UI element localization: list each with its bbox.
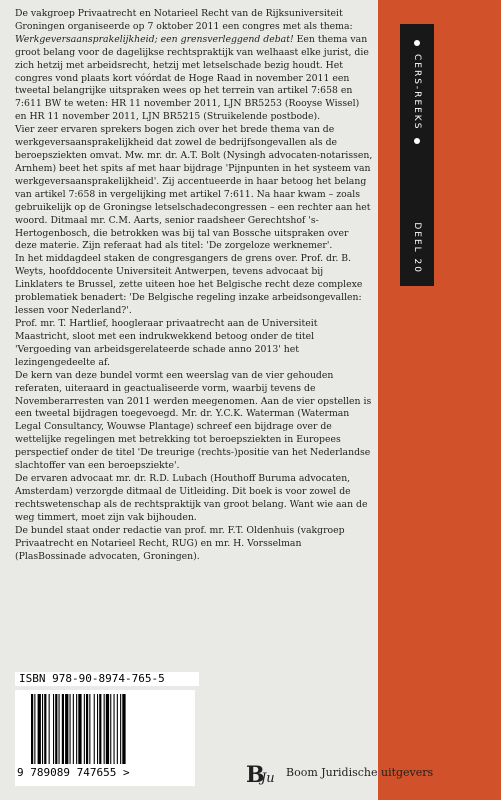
publisher-logo — [245, 760, 277, 788]
paragraph: De vakgroep Privaatrecht en Notarieel Recht van de Rijksuniversiteit Groningen organiseerde op 7 oktober 2011 een congres met als thema: Werkgeversaansprakelijkheid; een grensverleggend debat! Een thema van groot belang voor de dagelijkse rechtspraktijk van welhaast elke jurist, die zich hetzij met arbeidsrecht, hetzij met letselschade bezig houdt. Het congres vond plaats kort vóórdat de Hoge Raad in november 2011 een tweetal belangrijke uitspraken wees op het terrein van artikel 7:658 en 7:611 BW te weten: HR 11 november 2011, LJN BR5253 (Rooyse Wissel) en HR 11 november 2011, LJN BR5215 (Struikelende postbode). — [15, 8, 369, 123]
dot-icon — [414, 40, 420, 46]
back-cover-text — [15, 8, 373, 564]
svg-text:Ju: Ju — [261, 771, 275, 786]
paragraph: Vier zeer ervaren sprekers bogen zich over het brede thema van de werkgeversaansprakelijkheid dat zowel de bedrijfsongevallen als de beroepsziekten omvat. Mw. mr. dr. A.T. Bolt (Nysingh advocaten-notarissen, Arnhem) beet het spits af met haar bijdrage 'Pijnpunten in het systeem van werkgeversaansprakelijkheid'. Zij accentueerde in haar betoog het belang van artikel 7:658 in vergelijking met artikel 7:611. Na haar kwam – zoals gebruikelijk op de Groningse letselschadecongressen – een rechter aan het woord. Ditmaal mr. C.M. Aarts, senior raadsheer Gerechtshof 's-Hertogenbosch, die betrokken was bij tal van Bossche uitspraken over deze materie. Zijn referaat had als titel: 'De zorgeloze werknemer'. — [15, 124, 373, 252]
orange-band — [378, 0, 501, 800]
paragraph: De ervaren advocaat mr. dr. R.D. Lubach (Houthoff Buruma advocaten, Amsterdam) verzorgde ditmaal de Uitleiding. Dit boek is voor zowel de rechtswetenschap als de rechtspraktijk van groot belang. Want wie aan de weg timmert, moet zijn vak bijhouden. — [15, 473, 368, 523]
barcode-bars — [29, 694, 179, 764]
bju-logo-icon — [245, 760, 277, 788]
barcode — [15, 690, 195, 786]
paragraph: In het middagdeel staken de congresgangers de grens over. Prof. dr. B. Weyts, hoofddocente Universiteit Antwerpen, tevens advocaat bij Linklaters te Brussel, zette uiteen hoe het Belgische recht deze complexe problematiek benadert: 'De Belgische regeling inzake arbeidsongevallen: lessen voor Nederland?'. — [15, 253, 363, 317]
svg-text:B: B — [246, 762, 265, 788]
paragraph: Prof. mr. T. Hartlief, hoogleraar privaatrecht aan de Universiteit Maastricht, sloot met een indrukwekkend betoog onder de titel 'Vergoeding van arbeidsgerelateerde schade anno 2013' het lezingengedeelte af. — [15, 318, 318, 368]
paragraph: De bundel staat onder redactie van prof. mr. F.T. Oldenhuis (vakgroep Privaatrecht en Notarieel Recht, RUG) en mr. H. Vorsselman (PlasBossinade advocaten, Groningen). — [15, 524, 345, 562]
series-volume: DEEL 20 — [412, 222, 422, 274]
barcode-digits: 9 789089 747655 > — [17, 766, 130, 779]
series-name: CERS-REEKS — [412, 54, 422, 131]
publisher-name: Boom Juridische uitgevers — [286, 766, 434, 779]
dot-icon — [414, 138, 420, 144]
paragraph: De kern van deze bundel vormt een weerslag van de vier gehouden referaten, uiteraard in geactualiseerde vorm, waarbij tevens de Novemberarresten van 2011 werden meegenomen. Aan de vier opstellen is een tweetal bijdragen toegevoegd. Mr. dr. Y.C.K. Waterman (Waterman Legal Consultancy, Wouwse Plantage) schreef een bijdrage over de wettelijke regelingen met betrekking tot beroepsziekten in Europees perspectief onder de titel 'De treurige (rechts-)positie van het Nederlandse slachtoffer van een beroepsziekte'. — [15, 369, 372, 472]
isbn-label: ISBN 978-90-8974-765-5 — [15, 672, 199, 686]
series-spine-tab — [400, 24, 434, 286]
